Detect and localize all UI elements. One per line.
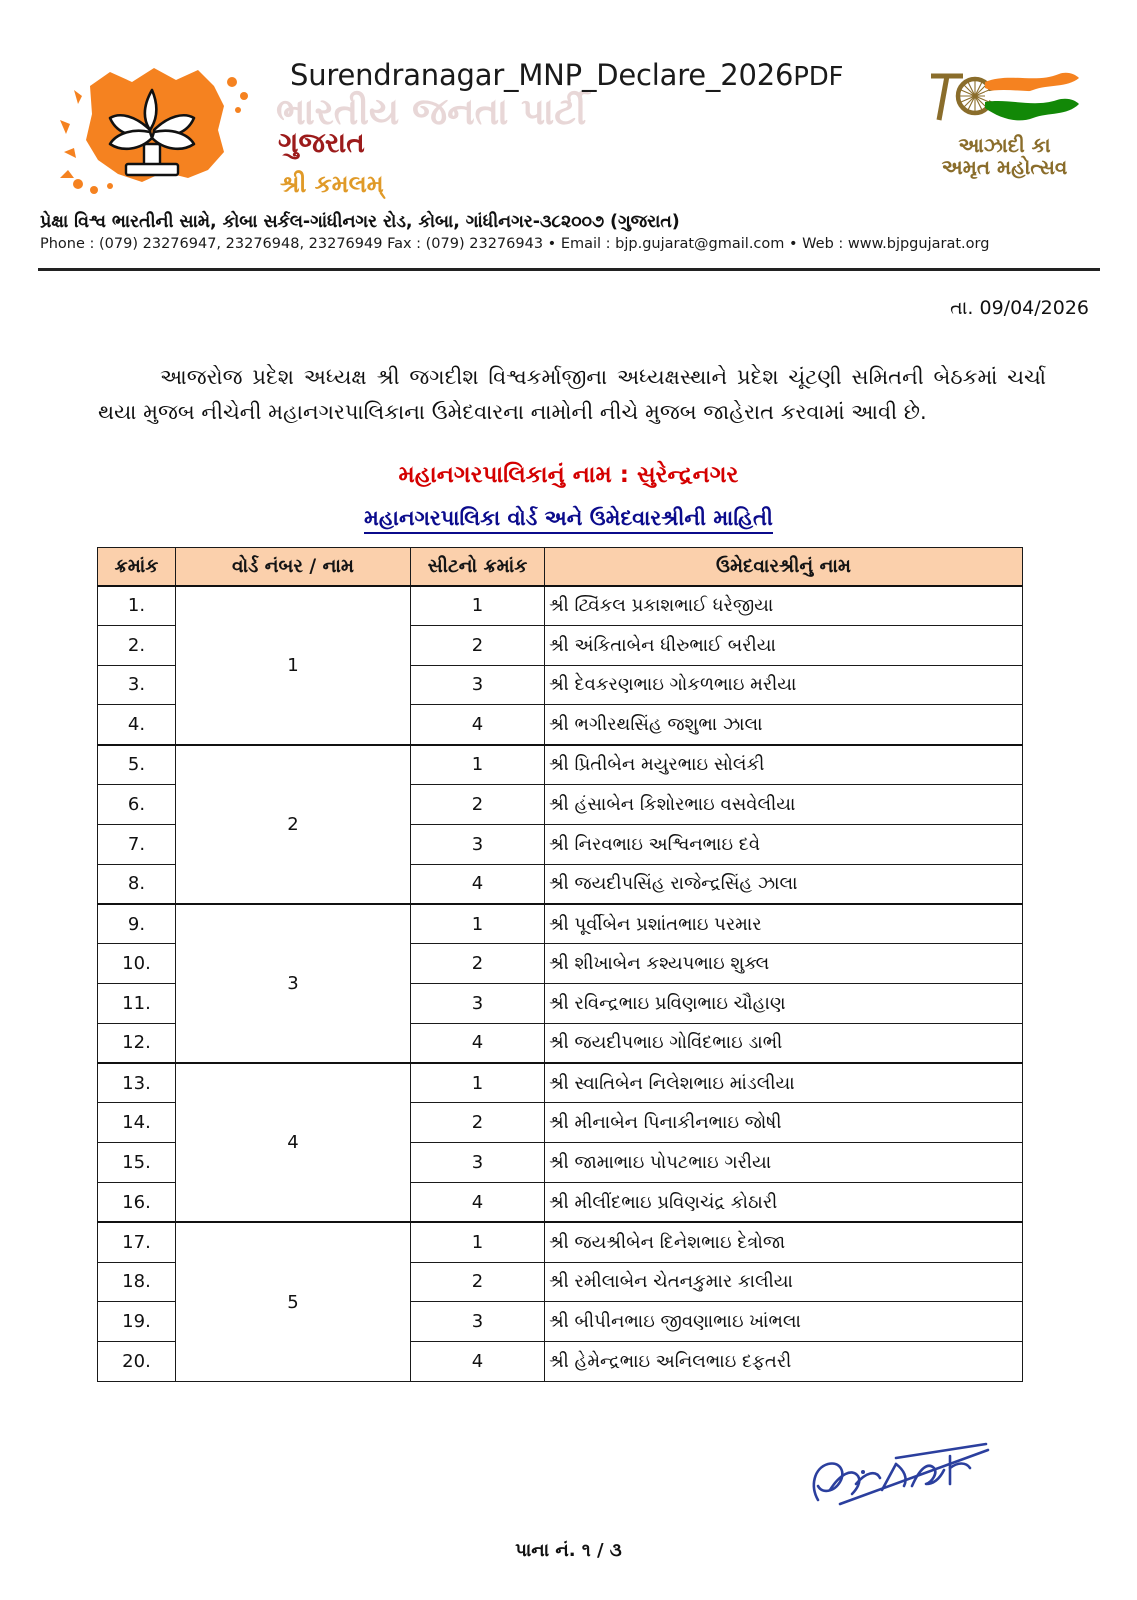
cell-serial: 12.	[98, 1023, 176, 1063]
cell-serial: 17.	[98, 1222, 176, 1262]
office-name: શ્રી કમલમ્	[280, 170, 384, 198]
pdf-viewer-title	[290, 58, 843, 92]
cell-serial: 5.	[98, 745, 176, 785]
cell-candidate-name: શ્રી જામાભાઇ પોપટભાઇ ગરીયા	[545, 1143, 1023, 1183]
azadi-ka-amrit-mahotsav-logo	[907, 62, 1102, 192]
cell-serial: 20.	[98, 1342, 176, 1382]
cell-candidate-name: શ્રી જયદીપભાઇ ગોવિંદભાઇ ડાભી	[545, 1023, 1023, 1063]
candidates-table-container	[97, 547, 1022, 1382]
cell-serial: 3.	[98, 665, 176, 705]
column-header-candidate: ઉમેદવારશ્રીનું નામ	[545, 548, 1023, 586]
ward-info-heading	[0, 506, 1137, 531]
cell-seat-number: 1	[411, 904, 545, 944]
page-number-footer: પાના નં. ૧ / ૩	[515, 1540, 622, 1561]
cell-serial: 19.	[98, 1302, 176, 1342]
cell-serial: 9.	[98, 904, 176, 944]
table-row	[98, 586, 1023, 626]
authorised-signature	[800, 1428, 1000, 1518]
cell-candidate-name: શ્રી ભગીરથસિંહ જશુભા ઝાલા	[545, 705, 1023, 745]
cell-serial: 16.	[98, 1182, 176, 1222]
cell-seat-number: 4	[411, 864, 545, 904]
cell-serial: 18.	[98, 1262, 176, 1302]
table-row	[98, 1063, 1023, 1103]
office-contact: Phone : (079) 23276947, 23276948, 23276949 Fax : (079) 23276943 • Email : bjp.gujarat@gmail.com • Web : www.bjpgujarat.org	[40, 236, 990, 252]
cell-seat-number: 2	[411, 1103, 545, 1143]
office-address: પ્રેક્ષા વિશ્વ ભારતીની સામે, કોબા સર્કલ-ગાંધીનગર રોડ, કોબા, ગાંધીનગર-૩૮૨૦૦૭ (ગુજરાત)	[40, 212, 680, 232]
cell-candidate-name: શ્રી જયદીપસિંહ રાજેન્દ્રસિંહ ઝાલા	[545, 864, 1023, 904]
cell-candidate-name: શ્રી શીખાબેન કશ્યપભાઇ શુક્લ	[545, 944, 1023, 984]
cell-seat-number: 3	[411, 665, 545, 705]
azadi-logo-line2: અમૃત મહોત્સવ	[941, 155, 1068, 180]
cell-seat-number: 1	[411, 1222, 545, 1262]
table-row	[98, 1222, 1023, 1262]
cell-candidate-name: શ્રી હેમેન્દ્રભાઇ અનિલભાઇ દફતરી	[545, 1342, 1023, 1382]
cell-candidate-name: શ્રી નિરવભાઇ અશ્વિનભાઇ દવે	[545, 824, 1023, 864]
table-row	[98, 904, 1023, 944]
table-header-row	[98, 548, 1023, 586]
cell-candidate-name: શ્રી અંકિતાબેન ધીરુભાઈ બરીયા	[545, 625, 1023, 665]
column-header-serial: ક્રમાંક	[98, 548, 176, 586]
cell-ward-number: 5	[176, 1222, 411, 1381]
cell-serial: 2.	[98, 625, 176, 665]
ward-info-heading-text: મહાનગરપાલિકા વોર્ડ અને ઉમેદવારશ્રીની માહિતી	[364, 506, 773, 534]
bjp-lotus-logo	[52, 52, 267, 202]
pdf-type-label: PDF	[793, 62, 844, 92]
cell-seat-number: 1	[411, 586, 545, 626]
cell-seat-number: 3	[411, 824, 545, 864]
party-name-watermark: ભારતીય જનતા પાર્ટી	[276, 90, 587, 133]
cell-seat-number: 2	[411, 784, 545, 824]
cell-seat-number: 3	[411, 1302, 545, 1342]
cell-seat-number: 3	[411, 1143, 545, 1183]
cell-candidate-name: શ્રી રમીલાબેન ચેતનકુમાર કાલીયા	[545, 1262, 1023, 1302]
cell-candidate-name: શ્રી પૂર્વીબેન પ્રશાંતભાઇ પરમાર	[545, 904, 1023, 944]
municipality-heading: મહાનગરપાલિકાનું નામ : સુરેન્દ્રનગર	[398, 462, 739, 488]
cell-candidate-name: શ્રી જયશ્રીબેન દિનેશભાઇ દેત્રોજા	[545, 1222, 1023, 1262]
cell-serial: 14.	[98, 1103, 176, 1143]
cell-serial: 10.	[98, 944, 176, 984]
cell-ward-number: 1	[176, 586, 411, 745]
cell-candidate-name: શ્રી રવિન્દ્રભાઇ પ્રવિણભાઇ ચૌહાણ	[545, 983, 1023, 1023]
azadi-logo-line1: આઝાદી કા	[958, 133, 1051, 157]
letterhead	[0, 0, 1137, 272]
cell-serial: 4.	[98, 705, 176, 745]
cell-serial: 6.	[98, 784, 176, 824]
cell-candidate-name: શ્રી ટ્વિંકલ પ્રકાશભાઈ ધરેજીયા	[545, 586, 1023, 626]
cell-ward-number: 3	[176, 904, 411, 1063]
cell-candidate-name: શ્રી હંસાબેન કિશોરભાઇ વસવેલીયા	[545, 784, 1023, 824]
cell-candidate-name: શ્રી દેવકરણભાઇ ગોકળભાઇ મરીયા	[545, 665, 1023, 705]
address-block	[40, 212, 1040, 252]
cell-serial: 1.	[98, 586, 176, 626]
cell-seat-number: 4	[411, 1182, 545, 1222]
cell-seat-number: 1	[411, 745, 545, 785]
pdf-file-name: Surendranagar_MNP_Declare_2026	[290, 58, 794, 92]
cell-ward-number: 4	[176, 1063, 411, 1222]
column-header-seat: સીટનો ક્રમાંક	[411, 548, 545, 586]
header-divider	[38, 268, 1100, 271]
cell-candidate-name: શ્રી મીનાબેન પિનાકીનભાઇ જોષી	[545, 1103, 1023, 1143]
cell-seat-number: 4	[411, 1342, 545, 1382]
cell-candidate-name: શ્રી બીપીનભાઇ જીવણાભાઇ ખાંભલા	[545, 1302, 1023, 1342]
cell-candidate-name: શ્રી પ્રિતીબેન મયુરભાઇ સોલંકી	[545, 745, 1023, 785]
intro-paragraph: આજરોજ પ્રદેશ અધ્યક્ષ શ્રી જગદીશ વિશ્વકર્માજીના અધ્યક્ષસ્થાને પ્રદેશ ચૂંટણી સમિતની બેઠકમાં ચર્ચા થયા મુજબ નીચેની મહાનગરપાલિકાના ઉમેદવારના નામોની નીચે મુજબ જાહેરાત કરવામાં આવી છે.	[98, 365, 1046, 424]
cell-seat-number: 4	[411, 705, 545, 745]
cell-seat-number: 4	[411, 1023, 545, 1063]
cell-seat-number: 3	[411, 983, 545, 1023]
candidates-table	[97, 547, 1023, 1382]
cell-candidate-name: શ્રી સ્વાતિબેન નિલેશભાઇ માંડલીયા	[545, 1063, 1023, 1103]
cell-serial: 15.	[98, 1143, 176, 1183]
cell-serial: 13.	[98, 1063, 176, 1103]
cell-seat-number: 1	[411, 1063, 545, 1103]
cell-candidate-name: શ્રી મીલીંદભાઇ પ્રવિણચંદ્ર કોઠારી	[545, 1182, 1023, 1222]
cell-seat-number: 2	[411, 1262, 545, 1302]
table-row	[98, 745, 1023, 785]
cell-seat-number: 2	[411, 625, 545, 665]
column-header-ward: વોર્ડ નંબર / નામ	[176, 548, 411, 586]
table-body	[98, 586, 1023, 1382]
document-date: તા. 09/04/2026	[950, 297, 1089, 319]
cell-seat-number: 2	[411, 944, 545, 984]
state-name: ગુજરાત	[278, 126, 365, 159]
cell-serial: 7.	[98, 824, 176, 864]
cell-serial: 8.	[98, 864, 176, 904]
cell-serial: 11.	[98, 983, 176, 1023]
table-header	[98, 548, 1023, 586]
cell-ward-number: 2	[176, 745, 411, 904]
